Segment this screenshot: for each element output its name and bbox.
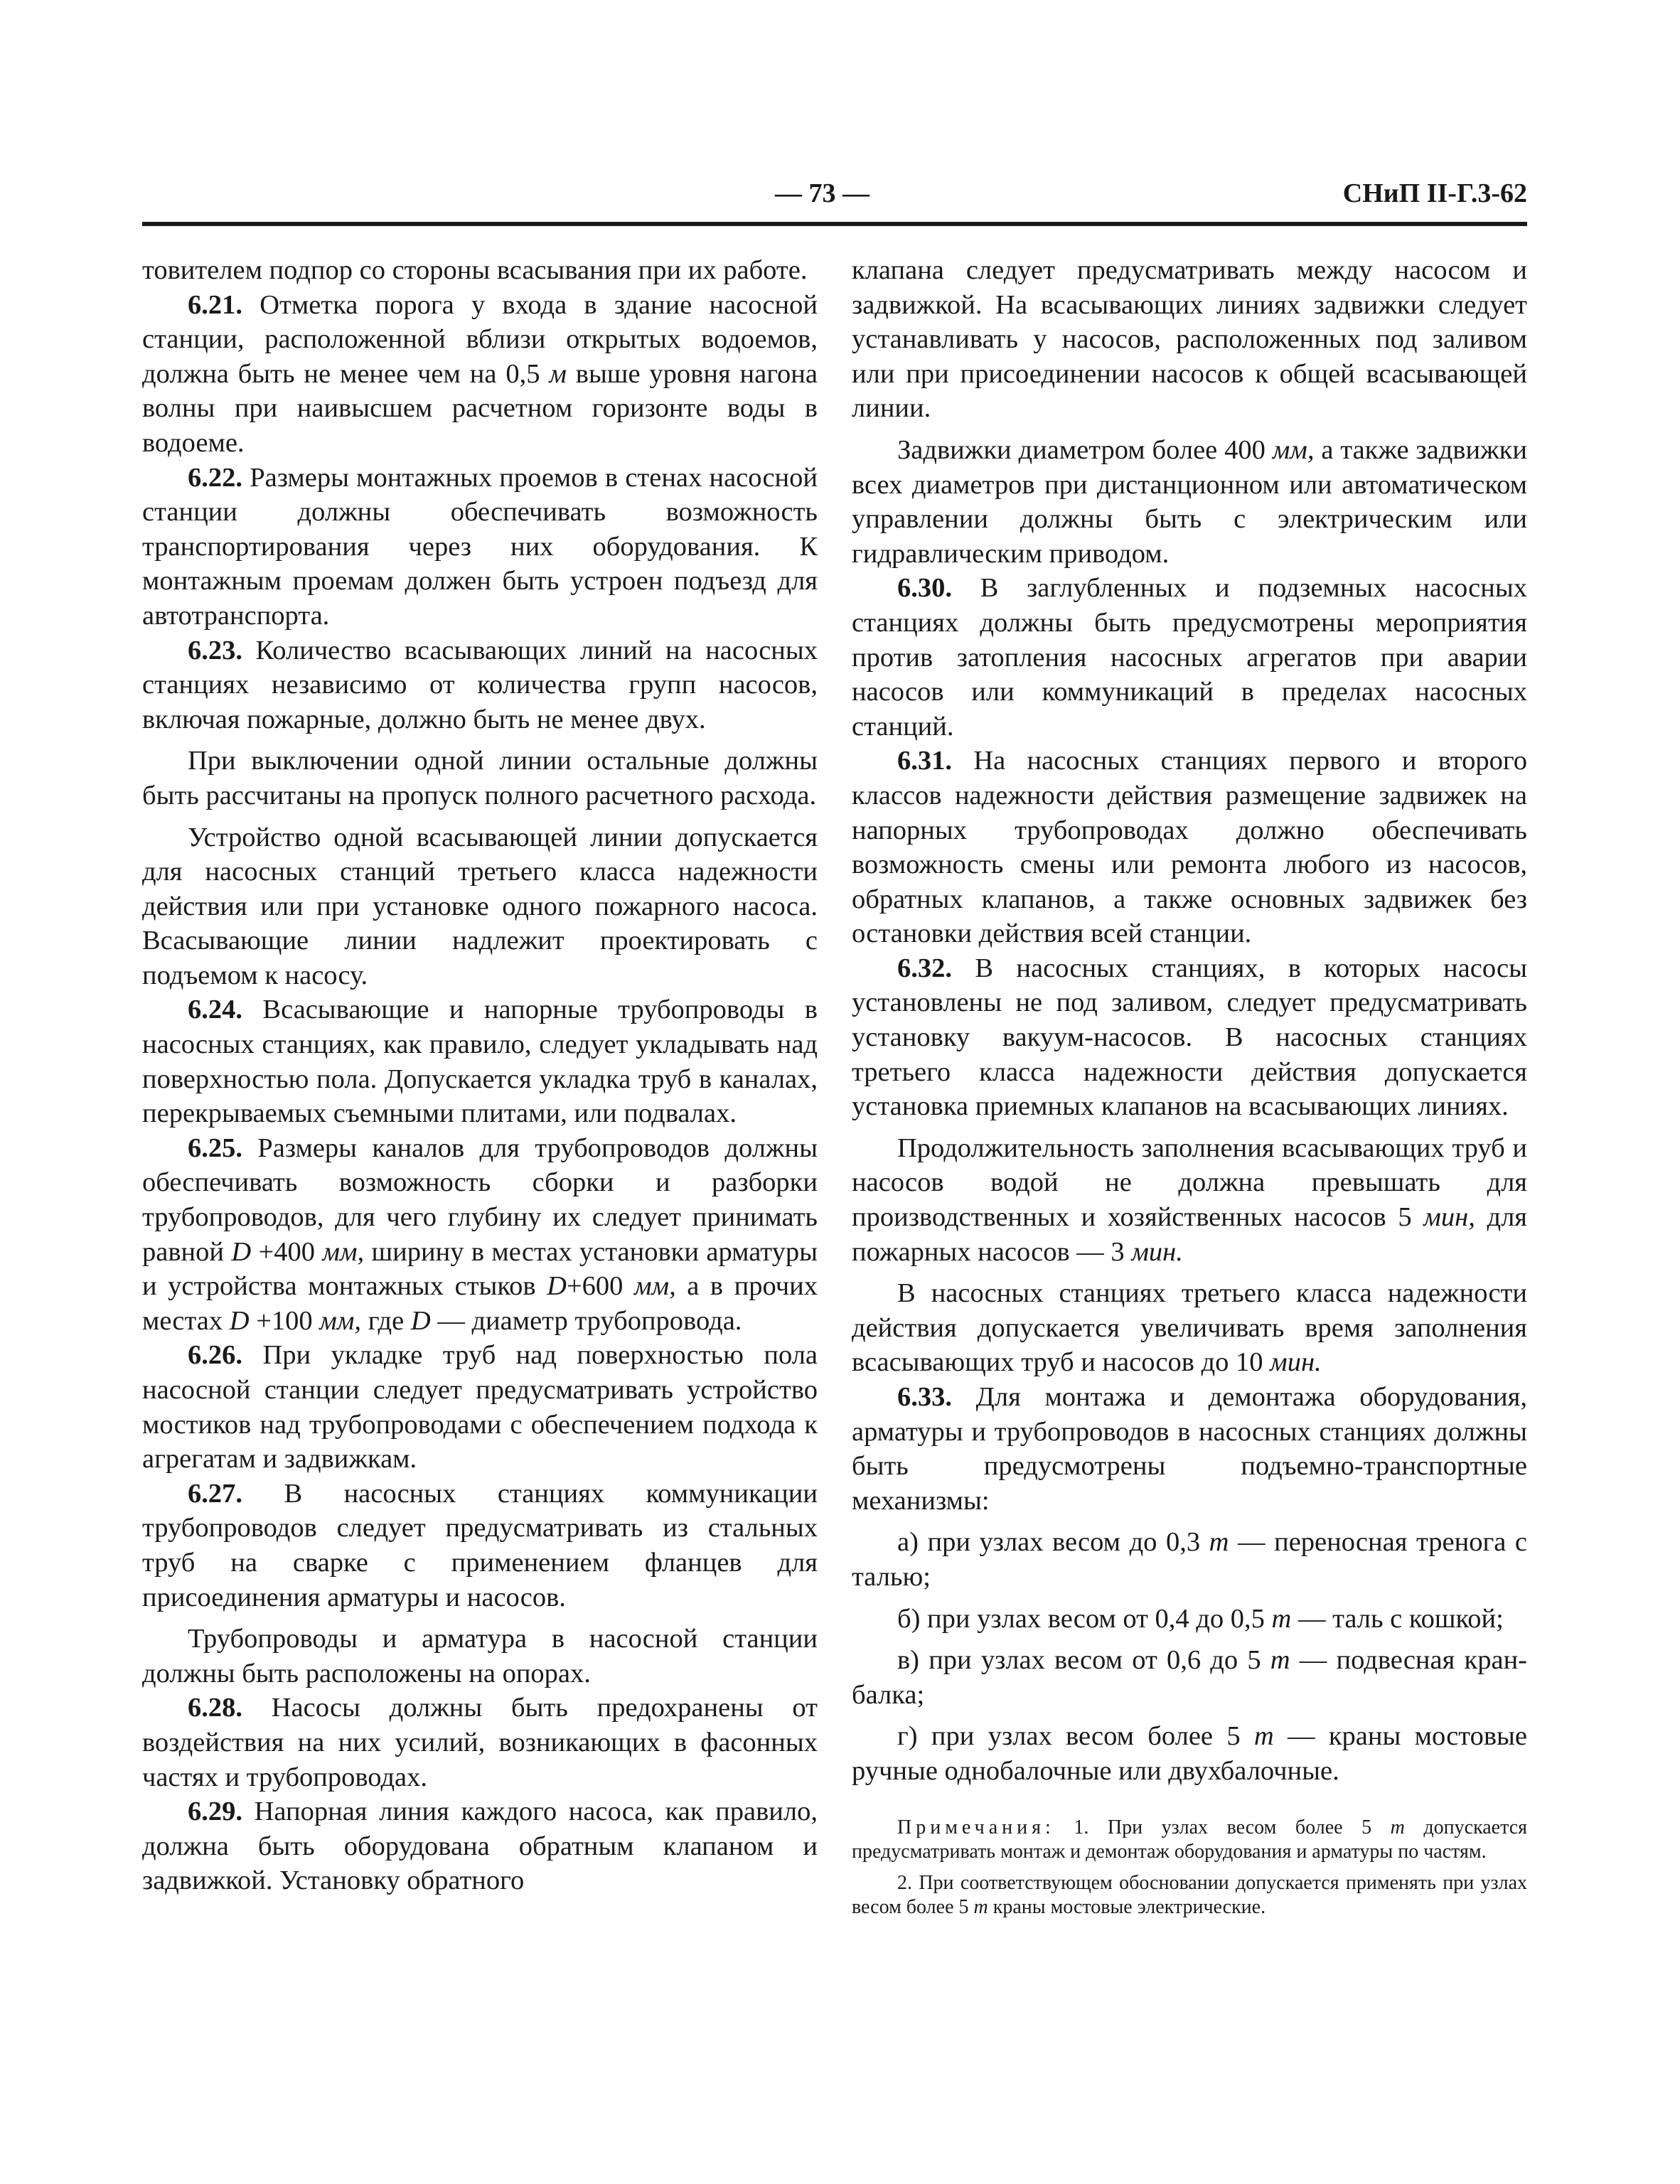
clause-number: 6.21. <box>188 289 242 320</box>
page-header <box>142 178 1527 220</box>
clause-number: 6.25. <box>188 1133 242 1163</box>
clause-number: 6.28. <box>188 1693 242 1723</box>
right-column <box>852 253 1527 1920</box>
clause-number: 6.30. <box>897 573 952 604</box>
clause-6-24: 6.24. Всасывающие и напорные трубопроводы в насосных станциях, как правило, следует укладывать над поверхностью пола. Допускается укладка труб в каналах, перекрываемых съемными плитами, или подвалах. <box>142 995 818 1129</box>
left-column <box>142 253 818 1898</box>
list-item-d: г) при узлах весом более 5 т — краны мостовые ручные однобалочные или двухбалочные. <box>852 1721 1528 1786</box>
paragraph: клапана следует предусматривать между насосом и задвижкой. На всасывающих линиях задвижки следует устанавливать у насосов, расположенных под заливом или при присоединении насосов к общей всасывающей линии. <box>852 255 1527 424</box>
clause-number: 6.24. <box>188 995 242 1025</box>
clause-6-25: 6.25. Размеры каналов для трубопроводов должны обеспечивать возможность сборки и разборки трубопроводов, для чего глубину их следует принимать равной D +400 мм, ширину в местах установки арматуры и устройства монтажных стыков D+600 мм, а в прочих местах D +100 мм, где D — диаметр трубопровода. <box>142 1133 818 1336</box>
paragraph: Продолжительность заполнения всасывающих труб и насосов водой не должна превышать для производственных и хозяйственных насосов 5 мин, для пожарных насосов — 3 мин. <box>852 1133 1528 1267</box>
clause-6-22: 6.22. Размеры монтажных проемов в стенах насосной станции должны обеспечивать возможность транспортирования через них оборудования. К монтажным проемам должен быть устроен подъезд для автотранспорта. <box>142 462 818 631</box>
clause-6-23: 6.23. Количество всасывающих линий на насосных станциях независимо от количества групп насосов, включая пожарные, должно быть не менее двух. <box>142 635 818 734</box>
notes <box>852 1816 1527 1920</box>
clause-number: 6.31. <box>897 746 952 776</box>
clause-number: 6.27. <box>188 1478 242 1509</box>
clause-number: 6.23. <box>188 635 242 665</box>
clause-6-28: 6.28. Насосы должны быть предохранены от воздействия на них усилий, возникающих в фасонных частях и трубопроводах. <box>142 1693 818 1792</box>
paragraph: Трубопроводы и арматура в насосной станции должны быть расположены на опорах. <box>142 1624 818 1688</box>
clause-number: 6.29. <box>188 1797 242 1827</box>
clause-number: 6.33. <box>897 1382 952 1412</box>
paragraph: В насосных станциях третьего класса надежности действия допускается увеличивать время заполнения всасывающих труб и насосов до 10 мин. <box>852 1278 1527 1378</box>
clause-6-29: 6.29. Напорная линия каждого насоса, как правило, должна быть оборудована обратным клапаном и задвижкой. Установку обратного <box>142 1797 818 1896</box>
clause-6-32: 6.32. В насосных станциях, в которых насосы установлены не под заливом, следует предусматривать установку вакуум-насосов. В насосных станциях третьего класса надежности действия допускается установка приемных клапанов на всасывающих линиях. <box>852 953 1527 1122</box>
paragraph: Устройство одной всасывающей линии допускается для насосных станций третьего класса надежности действия или при установке одного пожарного насоса. Всасывающие линии надлежит проектировать с подъемом к насосу. <box>142 822 818 990</box>
clause-number: 6.32. <box>897 953 952 983</box>
paragraph: При выключении одной линии остальные должны быть рассчитаны на пропуск полного расчетного расхода. <box>142 746 818 810</box>
paragraph: Задвижки диаметром более 400 мм, а также задвижки всех диаметров при дистанционном или автоматическом управлении должны быть с электрическим или гидравлическим приводом. <box>852 434 1527 569</box>
paragraph: товителем подпор со стороны всасывания при их работе. <box>142 255 808 285</box>
list-item-b: б) при узлах весом от 0,4 до 0,5 т — таль с кошкой; <box>897 1603 1504 1634</box>
list-item-c: в) при узлах весом от 0,6 до 5 т — подвесная кран-балка; <box>852 1645 1527 1710</box>
document-code: СНиП II-Г.3-62 <box>1342 178 1527 208</box>
clause-number: 6.22. <box>188 462 242 493</box>
clause-6-21: 6.21. Отметка порога у входа в здание насосной станции, расположенной вблизи открытых водоемов, должна быть не менее чем на 0,5 м выше уровня нагона волны при наивысшем расчетном горизонте воды в водоеме. <box>142 289 818 458</box>
clause-6-26: 6.26. При укладке труб над поверхностью пола насосной станции следует предусматривать устройство мостиков над трубопроводами с обеспечением подхода к агрегатам и задвижкам. <box>142 1340 818 1474</box>
clause-6-31: 6.31. На насосных станциях первого и второго классов надежности действия размещение задвижек на напорных трубопроводах должно обеспечивать возможность смены или ремонта любого из насосов, обратных клапанов, а также основных задвижек без остановки действия всей станции. <box>852 746 1527 949</box>
clause-number: 6.26. <box>188 1340 242 1371</box>
clause-6-30: 6.30. В заглубленных и подземных насосных станциях должны быть предусмотрены мероприятия против затопления насосных агрегатов при аварии насосов или коммуникаций в пределах насосных станций. <box>852 573 1527 742</box>
clause-6-27: 6.27. В насосных станциях коммуникации трубопроводов следует предусматривать из стальных труб на сварке с применением фланцев для присоединения арматуры и насосов. <box>142 1478 818 1612</box>
page-number: — 73 — <box>775 178 870 208</box>
clause-6-33: 6.33. Для монтажа и демонтажа оборудования, арматуры и трубопроводов в насосных станциях должны быть предусмотрены подъемно-транспортные механизмы: <box>852 1382 1527 1516</box>
note-2: 2. При соответствующем обосновании допускается применять при узлах весом более 5 т краны мостовые электрические. <box>852 1871 1527 1918</box>
list-item-a: а) при узлах весом до 0,3 т — переносная тренога с талью; <box>852 1527 1527 1592</box>
notes-label: Примечания: <box>897 1816 1055 1838</box>
header-rule <box>142 222 1527 226</box>
note-1: Примечания: 1. При узлах весом более 5 т допускается предусматривать монтаж и демонтаж оборудования и арматуры по частям. <box>852 1816 1527 1863</box>
